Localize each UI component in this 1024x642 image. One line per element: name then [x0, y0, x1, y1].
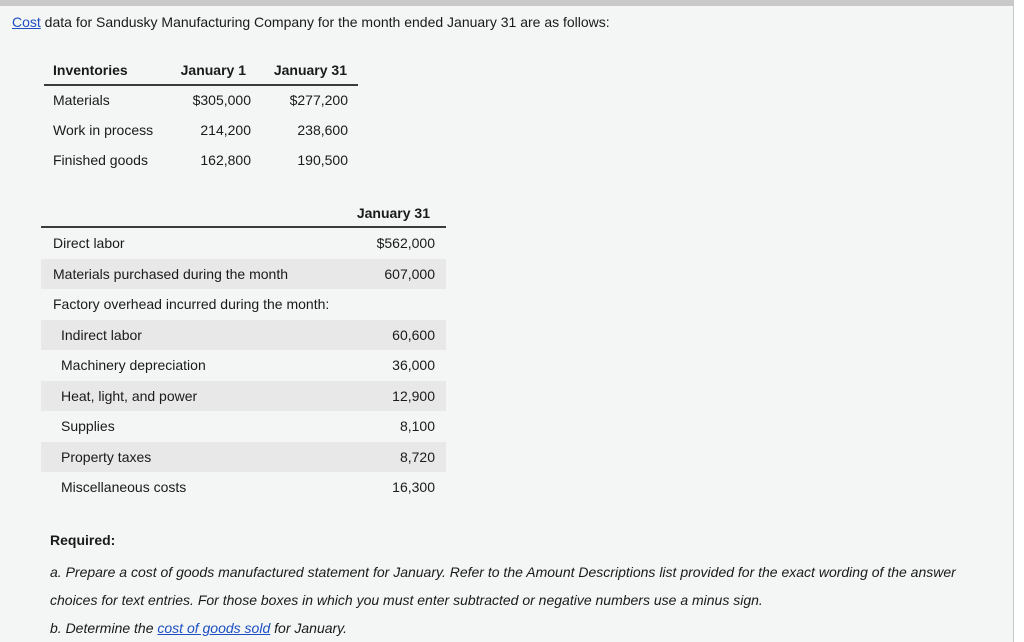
intro-sentence: data for Sandusky Manufacturing Company for the month ended January 31 are as follows: [40, 14, 610, 30]
row-label: Indirect labor [61, 326, 142, 343]
row-january-1: 214,200 [200, 122, 251, 138]
row-january-1: $305,000 [192, 92, 251, 108]
costs-table [41, 198, 446, 503]
cost-glossary-link[interactable]: Cost [12, 14, 41, 30]
inventories-header-row [44, 56, 358, 86]
row-label: Property taxes [61, 448, 152, 465]
inventories-header-january-1: January 1 [180, 62, 246, 78]
cost-row-property-taxes [41, 442, 446, 473]
inventories-header-january-31: January 31 [273, 62, 347, 78]
row-amount: 8,720 [399, 448, 435, 465]
row-label: Factory overhead incurred during the month: [53, 296, 330, 312]
cost-row-miscellaneous-costs [41, 472, 446, 503]
cost-row-machinery-depreciation [41, 350, 446, 381]
row-january-31: 190,500 [297, 152, 348, 168]
row-label: Work in process [53, 122, 154, 138]
cost-row-materials-purchased [41, 259, 446, 290]
inventories-table [44, 56, 358, 176]
part-b-prefix: b. Determine the [50, 620, 158, 636]
row-label: Finished goods [53, 152, 148, 168]
row-amount: 8,100 [399, 418, 435, 434]
cost-row-heat-light-power [41, 381, 446, 412]
row-label: Materials [53, 92, 110, 108]
row-amount: 12,900 [392, 387, 435, 404]
row-amount: $562,000 [376, 235, 435, 251]
inventories-row-work-in-process [44, 116, 358, 146]
intro-text [12, 14, 610, 30]
row-label: Heat, light, and power [61, 387, 198, 404]
row-label: Materials purchased during the month [53, 265, 289, 282]
part-b-suffix: for January. [270, 620, 348, 636]
inventories-row-finished-goods [44, 146, 358, 176]
row-amount: 16,300 [392, 479, 435, 495]
costs-header-row [41, 198, 446, 228]
row-amount: 607,000 [384, 265, 435, 282]
required-section [50, 532, 980, 642]
row-january-1: 162,800 [200, 152, 251, 168]
inventories-header-label: Inventories [53, 62, 128, 78]
inventories-row-materials [44, 86, 358, 116]
row-label: Miscellaneous costs [61, 479, 187, 495]
cost-row-indirect-labor [41, 320, 446, 351]
row-amount: 60,600 [392, 326, 435, 343]
row-january-31: 238,600 [297, 122, 348, 138]
row-label: Supplies [61, 418, 115, 434]
costs-header-january-31: January 31 [356, 205, 430, 221]
row-january-31: $277,200 [289, 92, 348, 108]
required-part-b [50, 614, 980, 642]
row-label: Machinery depreciation [61, 357, 206, 373]
row-label: Direct labor [53, 235, 125, 251]
cost-row-factory-overhead-heading [41, 289, 446, 320]
cost-row-supplies [41, 411, 446, 442]
cost-of-goods-sold-link[interactable]: cost of goods sold [157, 620, 271, 636]
required-part-a: a. Prepare a cost of goods manufactured statement for January. Refer to the Amount Descriptions list provided for the exact wording of the answer choices for text entries. For those boxes in which you must enter subtracted or negative numbers use a minus sign. [50, 564, 956, 608]
row-amount: 36,000 [392, 357, 435, 373]
required-title: Required: [50, 532, 116, 548]
cost-row-direct-labor [41, 228, 446, 259]
